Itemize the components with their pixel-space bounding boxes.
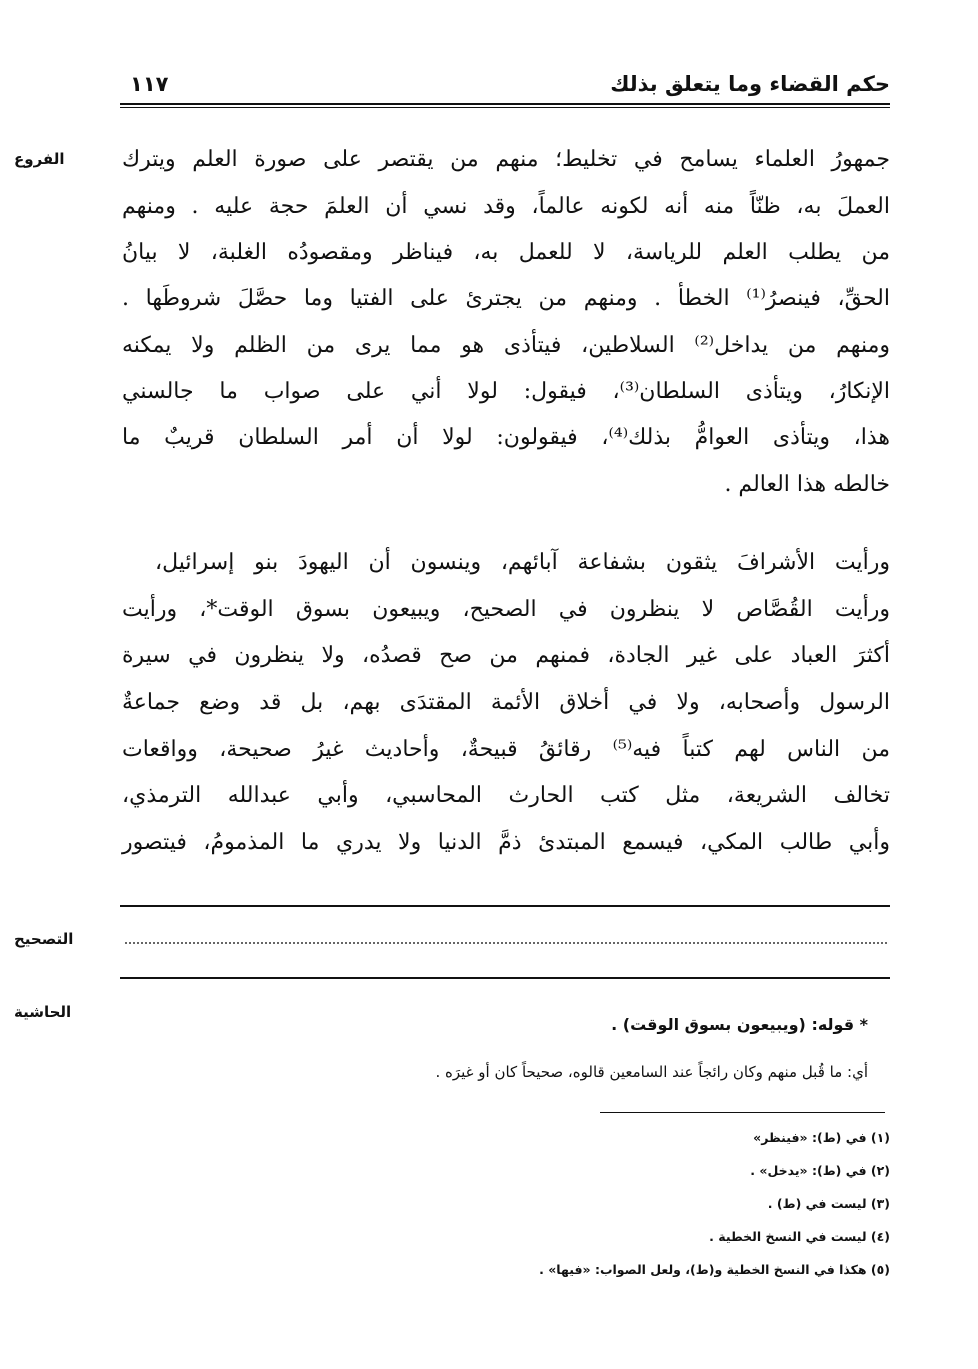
text-line: وأبي طالب المكي، فيسمع المبتدئ ذمَّ الدنيا ولا يدري ما المذمومُ، فيتصور (122, 830, 890, 855)
annotation-quote: * قوله: (ويبيعون بسوق الوقت) . (611, 1015, 868, 1034)
margin-label-branches: الفروع (14, 150, 65, 168)
footnote: (٤) ليست في النسخ الخطية . (709, 1229, 890, 1244)
text-line: ومنهم من يداخل⁽²⁾ السلاطين، فيتأذى هو مما يرى من الظلم ولا يمكنه (122, 333, 890, 358)
header-rule-thin (120, 107, 890, 108)
footnote-rule (600, 1112, 885, 1113)
footnote: (٣) ليست في (ط) . (767, 1196, 890, 1211)
text-line: هذا، ويتأذى العوامُّ بذلك⁽⁴⁾، فيقولون: لولا أن أمر السلطان قريبٌ ما (122, 425, 890, 450)
running-header (120, 72, 890, 100)
footnote: (٥) هكذا في النسخ الخطية و(ط)، ولعل الصواب: «فيها» . (539, 1262, 890, 1277)
correction-end-rule (120, 977, 890, 979)
text-line: جمهورُ العلماء يسامح في تخليط؛ منهم من يقتصر على صورة العلم ويترك (122, 147, 890, 172)
text-line: الإنكارُ، ويتأذى السلطان⁽³⁾، فيقول: لولا أني على صواب ما جالسني (122, 379, 890, 404)
text-line: ورأيت القُصَّاص لا ينظرون في الصحيح، ويبيعون بسوق الوقت*، ورأيت (122, 597, 890, 622)
footnote: (١) في (ط): «فينظر» (753, 1130, 890, 1145)
running-title: حكم القضاء وما يتعلق بذلك (610, 72, 890, 96)
text-line: ورأيت الأشرافَ يثقون بشفاعة آبائهم، وينسون أن اليهودَ بنو إسرائيل، (155, 550, 890, 575)
text-line: خالطه هذا العالم . (724, 472, 890, 497)
text-line: العملَ به، ظنّاً منه أنه لكونه عالماً، وقد نسي أن العلمَ حجة عليه . ومنهم (122, 194, 890, 219)
text-line: أكثرَ العباد على غير الجادة، فمنهم من صح قصدُه، ولا ينظرون في سيرة (122, 643, 890, 668)
margin-label-correction: التصحيح (14, 930, 74, 948)
text-line: الحقِّ، فينصرُ⁽¹⁾ الخطأ . ومنهم من يجترئ على الفتيا وما حصَّلَ شروطَها . (122, 286, 890, 311)
text-line: من يطلب العلم للرياسة، لا للعمل به، فيناظر ومقصودُه الغلبة، لا بيانُ (122, 240, 890, 265)
header-rule (120, 103, 890, 105)
correction-dotted-line (125, 942, 887, 944)
margin-label-annotation: الحاشية (14, 1003, 72, 1021)
footnote: (٢) في (ط): «يدخل» . (750, 1163, 890, 1178)
text-line: تخالف الشريعة، مثل كتب الحارث المحاسبي، وأبي عبدالله الترمذي، (122, 783, 890, 808)
text-line: الرسول وأصحابه، ولا في أخلاق الأئمة المقتدَى بهم، بل قد وضع جماعةٌ (122, 690, 890, 715)
body-end-rule (120, 905, 890, 907)
text-line: من الناس لهم كتباً فيه⁽⁵⁾ رقائقُ قبيحةٌ، وأحاديث غيرُ صحيحة، وواقعات (122, 737, 891, 762)
page-number: ١١٧ (130, 72, 169, 96)
annotation-explanation: أي: ما قُبل منهم وكان رائجاً عند السامعين قالوه، صحيحاً كان أو غيرَه . (435, 1063, 868, 1081)
